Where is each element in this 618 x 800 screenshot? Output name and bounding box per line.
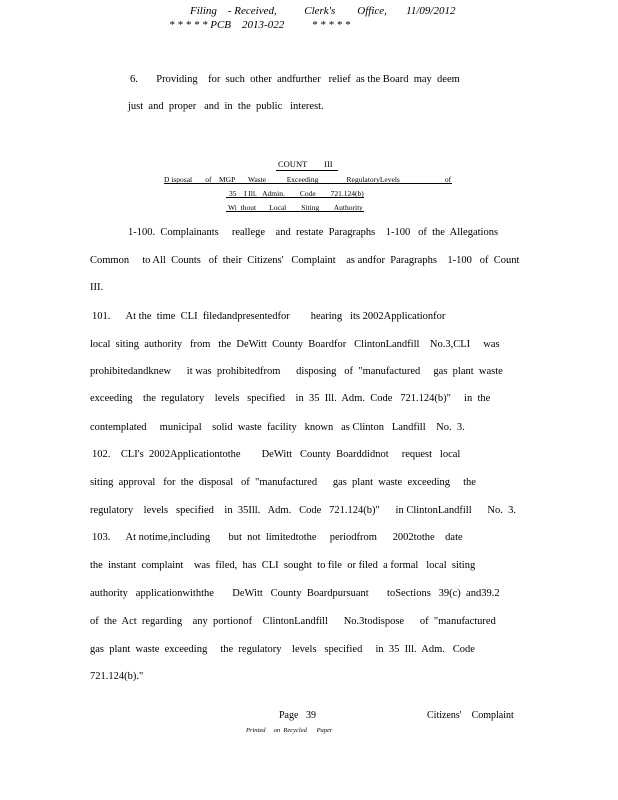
body-line-4: 101. At the time CLI filedandpresentedfor hearing its 2002Applicationfor: [92, 311, 446, 322]
footer-document-title: Citizens' Complaint: [427, 710, 514, 721]
body-line-5: local siting authority from the DeWitt County Boardfor ClintonLandfill No.3,CLI was: [90, 339, 500, 350]
filing-header: Filing - Received, Clerk's Office, 11/09/2012: [190, 5, 456, 17]
count-title: COUNT III: [278, 159, 333, 169]
body-line-14: authority applicationwiththe DeWitt County Boardpursuant toSections 39(c) and39.2: [90, 588, 500, 599]
count-heading-line-3: Wi thout Local Siting Authority: [228, 203, 363, 212]
body-line-9: 102. CLI's 2002Applicationtothe DeWitt County Boarddidnot request local: [92, 449, 461, 460]
body-line-2: Common to All Counts of their Citizens' Complaint as andfor Paragraphs 1-100 of Count: [90, 255, 520, 266]
count-heading-line-2: 35 I Ill. Admin. Code 721.124(b): [229, 189, 364, 198]
body-line-3: III.: [90, 282, 104, 293]
body-line-1: 1-100. Complainants reallege and restate Paragraphs 1-100 of the Allegations: [128, 227, 499, 238]
paragraph-6-line-2: just and proper and in the public interest.: [128, 101, 324, 112]
body-line-7: exceeding the regulatory levels specified in 35 Ill. Adm. Code 721.124(b)" in the: [90, 393, 491, 404]
count-heading-line-1: D isposal of MGP Waste Exceeding RegulatoryLevels of: [164, 175, 452, 184]
body-line-8: contemplated municipal solid waste facility known as Clinton Landfill No. 3.: [90, 422, 465, 433]
body-line-13: the instant complaint was filed, has CLI sought to file or filed a formal local siting: [90, 560, 476, 571]
count-heading-line-1-underline: [164, 183, 452, 184]
body-line-15: of the Act regarding any portionof ClintonLandfill No.3todispose of "manufactured: [90, 616, 496, 627]
printed-on-recycled-paper: Printed on Recycled Paper: [246, 727, 333, 734]
body-line-12: 103. At notime,including but not limitedtothe periodfrom 2002tothe date: [92, 532, 463, 543]
body-line-6: prohibitedandknew it was prohibitedfrom disposing of "manufactured gas plant waste: [90, 366, 503, 377]
count-heading-line-3-underline: [226, 211, 364, 212]
count-heading-line-2-underline: [226, 197, 364, 198]
page-number: Page 39: [279, 710, 316, 721]
count-title-underline: [276, 170, 338, 171]
docket-header: * * * * * PCB 2013-022 * * * * *: [169, 19, 351, 31]
body-line-11: regulatory levels specified in 35Ill. Adm. Code 721.124(b)" in ClintonLandfill No. 3.: [90, 505, 516, 516]
paragraph-6-line-1: 6. Providing for such other andfurther relief as the Board may deem: [130, 74, 460, 85]
body-line-17: 721.124(b).": [90, 671, 144, 682]
body-line-10: siting approval for the disposal of "manufactured gas plant waste exceeding the: [90, 477, 476, 488]
body-line-16: gas plant waste exceeding the regulatory levels specified in 35 Ill. Adm. Code: [90, 644, 475, 655]
